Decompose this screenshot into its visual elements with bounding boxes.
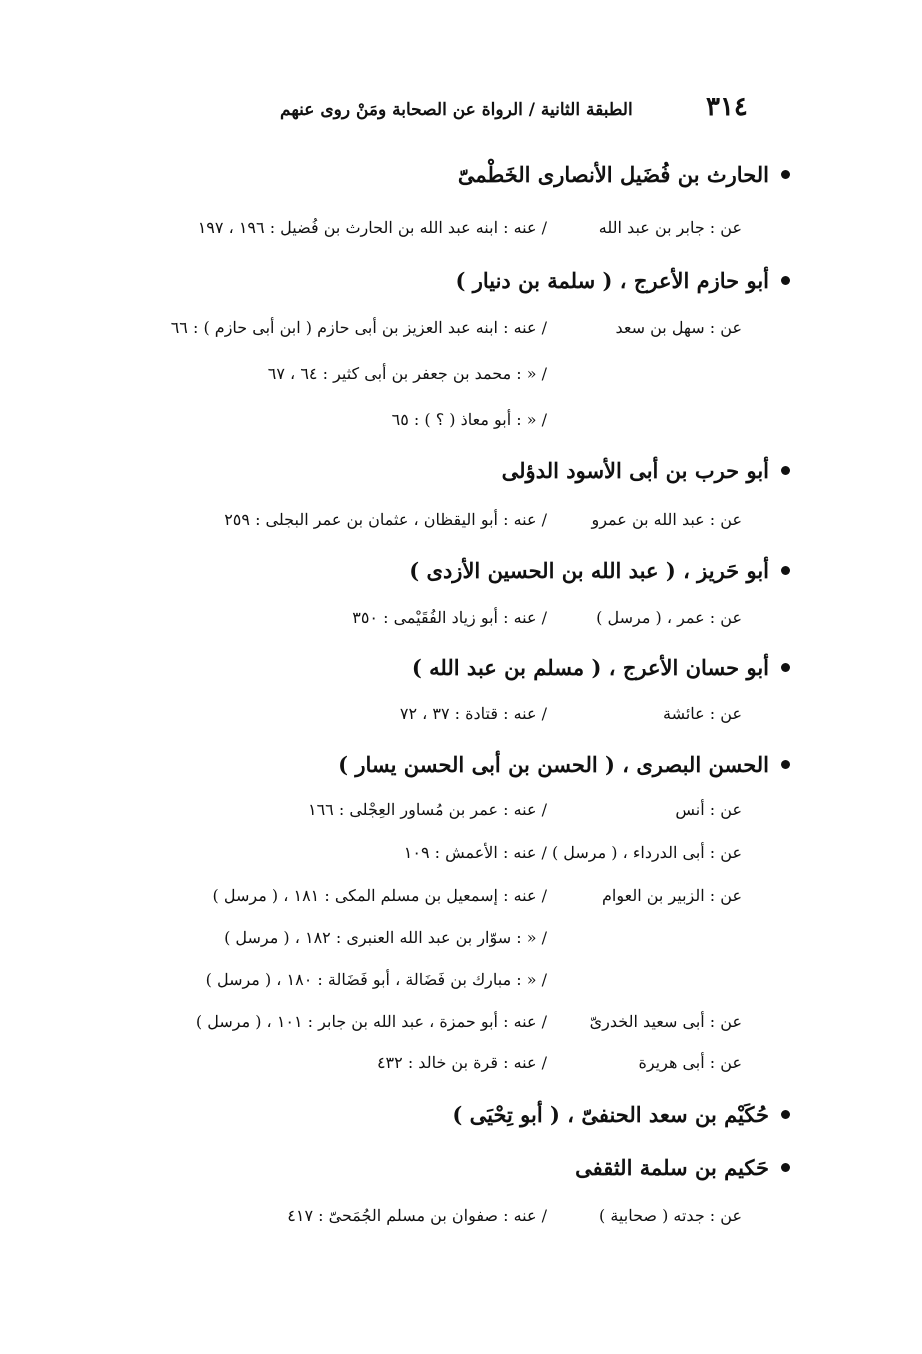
transmission-to: / عنه : أبو زياد الفُقَيْمى : ٣٥٠ xyxy=(352,608,547,627)
transmission-to: / عنه : عمر بن مُساور العِجْلى : ١٦٦ xyxy=(307,800,547,819)
entry-heading xyxy=(452,1102,790,1127)
bullet-icon xyxy=(781,760,790,769)
narrator-name: أبو حرب بن أبى الأسود الدؤلى xyxy=(501,458,769,483)
transmission-from: عن : عمر ، ( مرسل ) xyxy=(596,608,742,627)
entry-heading xyxy=(412,655,790,680)
bullet-icon xyxy=(781,1163,790,1172)
transmission-to: / « : محمد بن جعفر بن أبى كثير : ٦٤ ، ٦٧ xyxy=(267,364,547,383)
transmission-to: / « : أبو معاذ ( ؟ ) : ٦٥ xyxy=(391,410,547,429)
entry-heading xyxy=(502,458,790,483)
transmission-to: / عنه : إسمعيل بن مسلم المكى : ١٨١ ، ( مرسل ) xyxy=(212,886,547,905)
transmission-to: / عنه : صفوان بن مسلم الجُمَحىّ : ٤١٧ xyxy=(287,1206,547,1225)
transmission-to: / عنه : قرة بن خالد : ٤٣٢ xyxy=(376,1053,547,1072)
narrator-name: الحسن البصرى ، ( الحسن بن أبى الحسن يسار ) xyxy=(338,752,769,777)
transmission-from: عن : أبى هريرة xyxy=(638,1053,742,1072)
transmission-to: / عنه : أبو حمزة ، عبد الله بن جابر : ١٠١ ، ( مرسل ) xyxy=(195,1012,547,1031)
narrator-name: الحارث بن فُضَيل الأنصارى الخَطْمىّ xyxy=(457,162,769,187)
bullet-icon xyxy=(781,1110,790,1119)
entry-heading xyxy=(409,558,790,583)
narrator-name: حُكَيْم بن سعد الحنفىّ ، ( أبو تِحْيَى ) xyxy=(452,1102,769,1127)
page-number: ٣١٤ xyxy=(706,92,748,122)
narrator-name: أبو حسان الأعرج ، ( مسلم بن عبد الله ) xyxy=(411,655,769,680)
transmission-from: عن : جابر بن عبد الله xyxy=(598,218,742,237)
transmission-to: / « : سوّار بن عبد الله العنبرى : ١٨٢ ، ( مرسل ) xyxy=(224,928,547,947)
bullet-icon xyxy=(781,276,790,285)
transmission-from: عن : سهل بن سعد xyxy=(615,318,742,337)
entry-heading xyxy=(575,1155,790,1180)
entry-heading xyxy=(338,752,790,777)
transmission-to: / عنه : أبو اليقظان ، عثمان بن عمر البجلى : ٢٥٩ xyxy=(224,510,547,529)
transmission-to: / « : مبارك بن فَضَالة ، أبو فَضَالة : ١٨٠ ، ( مرسل ) xyxy=(205,970,547,989)
entry-heading xyxy=(455,268,790,293)
transmission-from: عن : الزبير بن العوام xyxy=(601,886,742,905)
transmission-from: عن : أبى سعيد الخدرىّ xyxy=(589,1012,742,1031)
transmission-from: عن : عائشة xyxy=(662,704,742,723)
bullet-icon xyxy=(781,663,790,672)
transmission-from: عن : جدته ( صحابية ) xyxy=(599,1206,742,1225)
entry-heading xyxy=(458,162,790,187)
transmission-to: / عنه : قتادة : ٣٧ ، ٧٢ xyxy=(399,704,547,723)
narrator-name: أبو حازم الأعرج ، ( سلمة بن دنيار ) xyxy=(455,268,769,293)
transmission-from: عن : أبى الدرداء ، ( مرسل ) / عنه : الأعمش : ١٠٩ xyxy=(403,843,742,862)
narrator-name: حَكيم بن سلمة الثقفى xyxy=(575,1155,769,1180)
narrator-name: أبو حَريز ، ( عبد الله بن الحسين الأزدى ) xyxy=(409,558,769,583)
bullet-icon xyxy=(781,170,790,179)
transmission-to: / عنه : ابنه عبد العزيز بن أبى حازم ( ابن أبى حازم ) : ٦٦ xyxy=(170,318,547,337)
bullet-icon xyxy=(781,566,790,575)
transmission-to: / عنه : ابنه عبد الله بن الحارث بن فُضيل : ١٩٦ ، ١٩٧ xyxy=(197,218,547,237)
transmission-from: عن : عبد الله بن عمرو xyxy=(591,510,742,529)
running-title: الطبقة الثانية / الرواة عن الصحابة ومَنْ روى عنهم xyxy=(280,100,633,120)
transmission-from: عن : أنس xyxy=(675,800,742,819)
bullet-icon xyxy=(781,466,790,475)
